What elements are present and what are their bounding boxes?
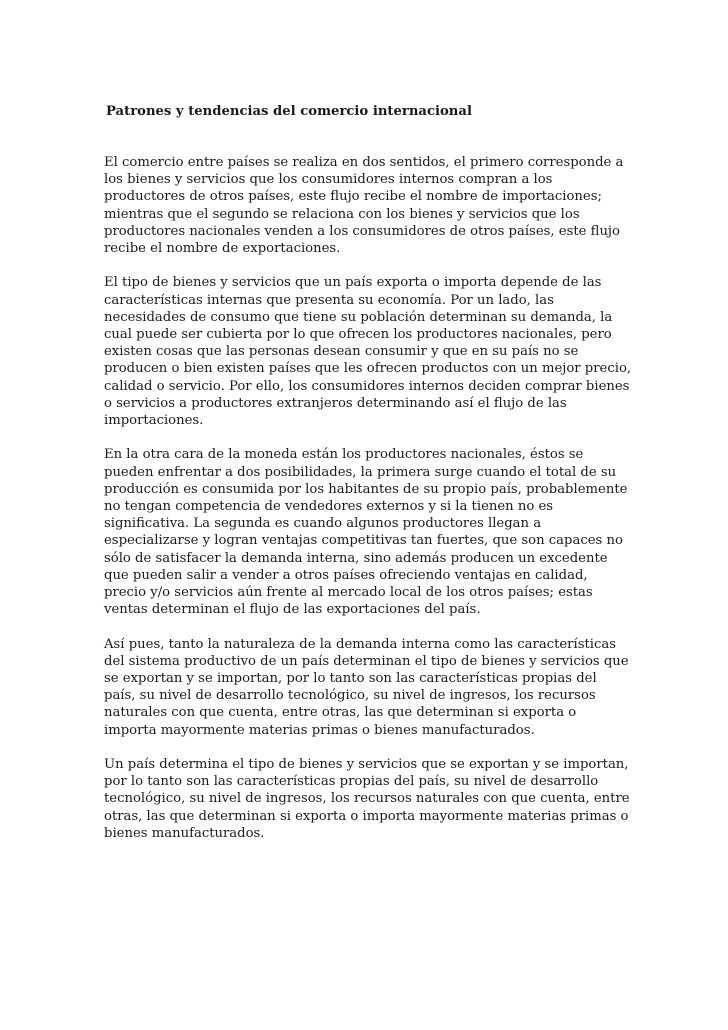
paragraph-1: El comercio entre países se realiza en dos sentidos, el primero corresponde a los bienes y servicios que los consumidores internos compran a los productores de otros países, este flujo recibe el nombre de importaciones; mientras que el segundo se relaciona con los bienes y servicios que los productores nacionales venden a los consumidores de otros países, este flujo recibe el nombre de exportaciones. bbox=[104, 155, 624, 257]
document-title: Patrones y tendencias del comercio internacional bbox=[106, 104, 472, 119]
document-body bbox=[104, 154, 632, 859]
paragraph-5: Un país determina el tipo de bienes y servicios que se exportan y se importan, por lo tanto son las características propias del país, su nivel de desarrollo tecnológico, su nivel de ingresos, los recursos naturales con que cuenta, entre otras, las que determinan si exporta o importa mayormente materias primas o bienes manufacturados. bbox=[104, 757, 630, 841]
paragraph-4: Así pues, tanto la naturaleza de la demanda interna como las características del sistema productivo de un país determinan el tipo de bienes y servicios que se exportan y se importan, por lo tanto son las características propias del país, su nivel de desarrollo tecnológico, su nivel de ingresos, los recursos naturales con que cuenta, entre otras, las que determinan si exporta o importa mayormente materias primas o bienes manufacturados. bbox=[104, 636, 629, 738]
paragraph-2: El tipo de bienes y servicios que un país exporta o importa depende de las características internas que presenta su economía. Por un lado, las necesidades de consumo que tiene su población determinan su demanda, la cual puede ser cubierta por lo que ofrecen los productores nacionales, pero existen cosas que las personas desean consumir y que en su país no se producen o bien existen países que les ofrecen productos con un mejor precio, calidad o servicio. Por ello, los consumidores internos deciden comprar bienes o servicios a productores extranjeros determinando así el flujo de las importaciones. bbox=[104, 275, 632, 429]
paragraph-3: En la otra cara de la moneda están los productores nacionales, éstos se pueden enfrentar a dos posibilidades, la primera surge cuando el total de su producción es consumida por los habitantes de su propio país, probablemente no tengan competencia de vendedores externos y si la tienen no es significativa. La segunda es cuando algunos productores llegan a especializarse y logran ventajas competitivas tan fuertes, que son capaces no sólo de satisfacer la demanda interna, sino además producen un excedente que pueden salir a vender a otros países ofreciendo ventajas en calidad, precio y/o servicios aún frente al mercado local de los otros países; estas ventas determinan el flujo de las exportaciones del país. bbox=[104, 447, 628, 618]
